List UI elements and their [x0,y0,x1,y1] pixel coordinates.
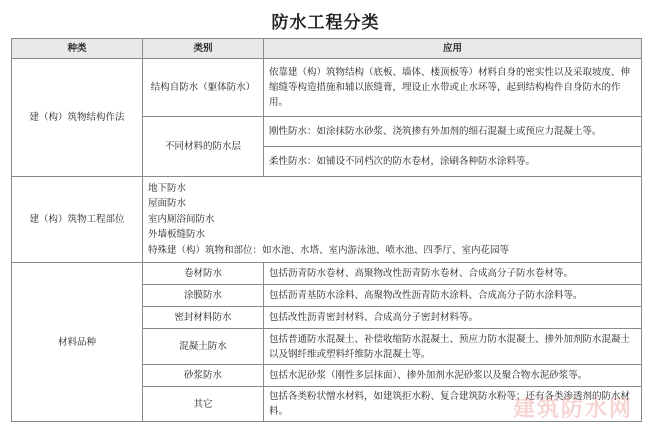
list-item: 室内厕浴间防水 [148,213,215,225]
application-cell: 刚性防水：如涂抹防水砂浆、浇筑掺有外加剂的细石混凝土或预应力混凝土等。 [264,117,642,147]
list-item: 地下防水 [148,182,187,194]
kind-cell: 材料品种 [12,263,143,422]
page-title: 防水工程分类 [271,13,380,33]
application-cell: 柔性防水：如铺设不同档次的防水卷材，涂刷各种防水涂料等。 [264,147,642,177]
kind-cell: 建（构）筑物结构作法 [12,59,143,177]
application-cell: 包括改性沥青密封材料、合成高分子密封材料等。 [264,307,642,329]
application-cell: 包括沥青防水卷材、高聚物改性沥青防水卷材、合成高分子防水卷材等。 [264,263,642,285]
category-cell: 其它 [143,387,264,422]
application-cell: 包括水泥砂浆（刚性多层抹面）、掺外加剂水泥砂浆以及聚合物水泥砂浆等。 [264,365,642,387]
header-application: 应用 [264,39,642,59]
watermark: 建筑防水网 [512,397,633,422]
kind-cell: 建（构）筑物工程部位 [12,177,143,263]
header-category: 类别 [143,39,264,59]
table-row [12,263,642,285]
category-cell: 涂膜防水 [143,285,264,307]
category-cell: 密封材料防水 [143,307,264,329]
list-item: 特殊建（构）筑物和部位：如水池、水塔、室内游泳池、喷水池、四季厅、室内花园等 [148,244,510,256]
list-item: 外墙板缝防水 [148,229,206,241]
application-cell: 包括普通防水混凝土、补偿收缩防水混凝土、预应力防水混凝土、掺外加剂防水混凝土以及钢纤维或塑料纤维防水混凝土等。 [264,329,642,365]
application-cell: 包括沥青基防水涂料、高聚物改性沥青防水涂料、合成高分子防水涂料等。 [264,285,642,307]
table-row [12,177,642,263]
header-kind: 种类 [12,39,143,59]
table-header-row [12,39,642,59]
application-cell: 包括各类粉状憎水材料，如建筑拒水粉、复合建筑防水粉等；还有各类渗透剂的防水材料。 [264,387,642,422]
category-cell: 结构自防水（躯体防水） [143,59,264,117]
category-cell: 砂浆防水 [143,365,264,387]
category-cell: 混凝土防水 [143,329,264,365]
category-cell: 不同材料的防水层 [143,117,264,177]
table-row [12,59,642,117]
location-list [143,177,642,263]
application-cell: 依靠建（构）筑物结构（底板、墙体、楼顶板等）材料自身的密实性以及采取坡度、伸缩缝等构造措施和辅以嵌缝膏，埋设止水带或止水环等，起到结构构件自身防水的作用。 [264,59,642,117]
classification-table [11,38,642,422]
list-item: 屋面防水 [148,198,187,210]
category-cell: 卷材防水 [143,263,264,285]
